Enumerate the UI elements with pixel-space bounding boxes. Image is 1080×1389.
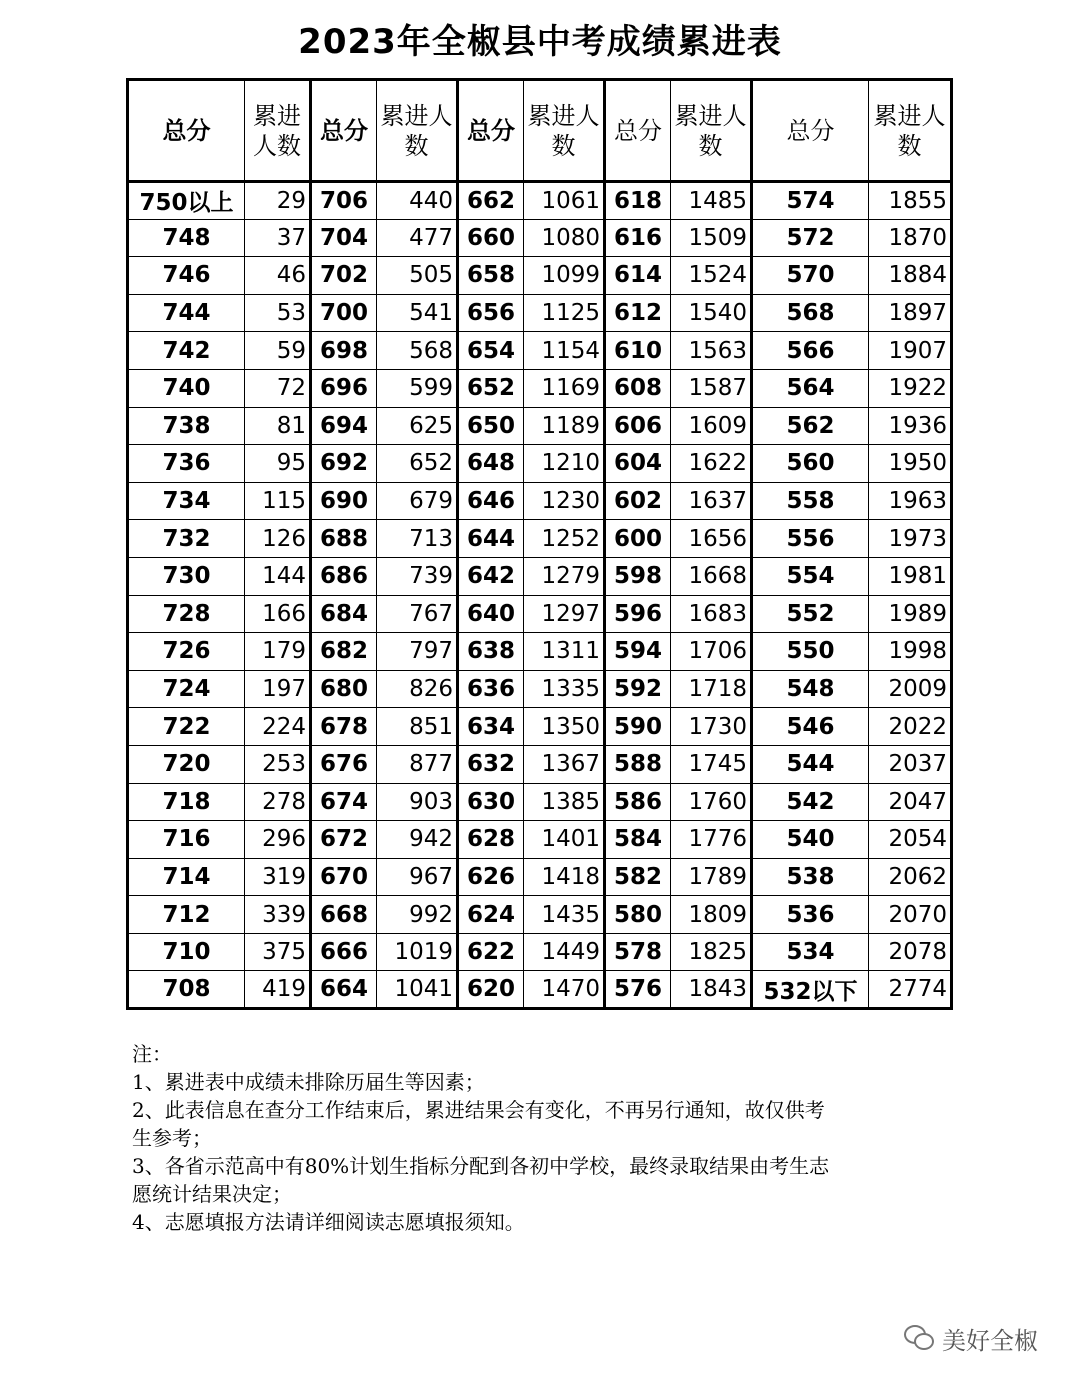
count-cell: 1884 [869, 257, 952, 295]
count-cell: 1524 [671, 257, 752, 295]
table-row [128, 896, 952, 934]
score-cell: 720 [128, 745, 245, 783]
count-cell: 1041 [377, 971, 458, 1009]
count-cell: 1435 [524, 896, 605, 934]
count-cell: 1587 [671, 369, 752, 407]
score-cell: 710 [128, 933, 245, 971]
score-cell: 602 [605, 482, 671, 520]
score-cell: 642 [458, 557, 524, 595]
count-cell: 505 [377, 257, 458, 295]
count-cell: 942 [377, 821, 458, 859]
table-row [128, 294, 952, 332]
count-cell: 1470 [524, 971, 605, 1009]
score-cell: 552 [752, 595, 869, 633]
score-cell: 584 [605, 821, 671, 859]
score-cell: 702 [311, 257, 377, 295]
header-count: 累进人数 [524, 80, 605, 182]
header-count: 累进人数 [869, 80, 952, 182]
score-cell: 622 [458, 933, 524, 971]
count-cell: 197 [245, 670, 311, 708]
score-cell: 716 [128, 821, 245, 859]
score-cell: 644 [458, 520, 524, 558]
table-row [128, 745, 952, 783]
score-cell: 612 [605, 294, 671, 332]
count-cell: 1125 [524, 294, 605, 332]
score-cell: 706 [311, 182, 377, 220]
score-cell: 614 [605, 257, 671, 295]
count-cell: 1998 [869, 633, 952, 671]
count-cell: 1963 [869, 482, 952, 520]
count-cell: 296 [245, 821, 311, 859]
header-count: 累进人数 [245, 80, 311, 182]
count-cell: 1189 [524, 407, 605, 445]
count-cell: 992 [377, 896, 458, 934]
count-cell: 599 [377, 369, 458, 407]
score-cell: 532以下 [752, 971, 869, 1009]
score-cell: 674 [311, 783, 377, 821]
count-cell: 1843 [671, 971, 752, 1009]
score-cell: 574 [752, 182, 869, 220]
score-cell: 560 [752, 445, 869, 483]
count-cell: 1019 [377, 933, 458, 971]
score-cell: 680 [311, 670, 377, 708]
count-cell: 541 [377, 294, 458, 332]
score-cell: 696 [311, 369, 377, 407]
count-cell: 1973 [869, 520, 952, 558]
count-cell: 419 [245, 971, 311, 1009]
score-cell: 596 [605, 595, 671, 633]
count-cell: 1230 [524, 482, 605, 520]
header-score: 总分 [458, 80, 524, 182]
count-cell: 2022 [869, 708, 952, 746]
score-cell: 728 [128, 595, 245, 633]
count-cell: 2070 [869, 896, 952, 934]
table-row [128, 407, 952, 445]
score-cell: 608 [605, 369, 671, 407]
count-cell: 1080 [524, 219, 605, 257]
count-cell: 319 [245, 858, 311, 896]
table-row [128, 445, 952, 483]
score-cell: 744 [128, 294, 245, 332]
score-cell: 668 [311, 896, 377, 934]
table-row [128, 595, 952, 633]
count-cell: 166 [245, 595, 311, 633]
count-cell: 1668 [671, 557, 752, 595]
table-row [128, 557, 952, 595]
count-cell: 224 [245, 708, 311, 746]
score-cell: 726 [128, 633, 245, 671]
score-cell: 540 [752, 821, 869, 859]
count-cell: 1210 [524, 445, 605, 483]
count-cell: 95 [245, 445, 311, 483]
table-header-row [128, 80, 952, 182]
score-cell: 708 [128, 971, 245, 1009]
page-title: 2023年全椒县中考成绩累进表 [298, 22, 782, 62]
score-cell: 550 [752, 633, 869, 671]
header-score: 总分 [752, 80, 869, 182]
score-cell: 684 [311, 595, 377, 633]
score-cell: 688 [311, 520, 377, 558]
score-cell: 730 [128, 557, 245, 595]
score-cell: 580 [605, 896, 671, 934]
score-cell: 694 [311, 407, 377, 445]
note-line: 1、累进表中成绩未排除历届生等因素； [132, 1070, 485, 1094]
count-cell: 1855 [869, 182, 952, 220]
score-cell: 718 [128, 783, 245, 821]
count-cell: 767 [377, 595, 458, 633]
count-cell: 1870 [869, 219, 952, 257]
count-cell: 679 [377, 482, 458, 520]
score-cell: 704 [311, 219, 377, 257]
score-cell: 610 [605, 332, 671, 370]
score-cell: 566 [752, 332, 869, 370]
count-cell: 1789 [671, 858, 752, 896]
count-cell: 1950 [869, 445, 952, 483]
count-cell: 115 [245, 482, 311, 520]
count-cell: 2009 [869, 670, 952, 708]
watermark [904, 1318, 1038, 1358]
count-cell: 278 [245, 783, 311, 821]
score-cell: 692 [311, 445, 377, 483]
score-cell: 554 [752, 557, 869, 595]
score-cell: 546 [752, 708, 869, 746]
count-cell: 1099 [524, 257, 605, 295]
score-cell: 722 [128, 708, 245, 746]
score-cell: 650 [458, 407, 524, 445]
count-cell: 1989 [869, 595, 952, 633]
score-cell: 600 [605, 520, 671, 558]
score-cell: 682 [311, 633, 377, 671]
table-row [128, 858, 952, 896]
count-cell: 37 [245, 219, 311, 257]
score-cell: 572 [752, 219, 869, 257]
count-cell: 1745 [671, 745, 752, 783]
score-cell: 590 [605, 708, 671, 746]
count-cell: 1154 [524, 332, 605, 370]
count-cell: 2054 [869, 821, 952, 859]
count-cell: 1485 [671, 182, 752, 220]
note-line: 4、志愿填报方法请详细阅读志愿填报须知。 [132, 1210, 525, 1234]
score-cell: 598 [605, 557, 671, 595]
score-cell: 558 [752, 482, 869, 520]
count-cell: 568 [377, 332, 458, 370]
count-cell: 126 [245, 520, 311, 558]
score-cell: 750以上 [128, 182, 245, 220]
count-cell: 1907 [869, 332, 952, 370]
count-cell: 46 [245, 257, 311, 295]
count-cell: 440 [377, 182, 458, 220]
count-cell: 1169 [524, 369, 605, 407]
count-cell: 797 [377, 633, 458, 671]
score-cell: 658 [458, 257, 524, 295]
table-row [128, 182, 952, 220]
score-cell: 534 [752, 933, 869, 971]
header-score: 总分 [311, 80, 377, 182]
score-cell: 638 [458, 633, 524, 671]
count-cell: 1563 [671, 332, 752, 370]
count-cell: 1637 [671, 482, 752, 520]
count-cell: 339 [245, 896, 311, 934]
count-cell: 1335 [524, 670, 605, 708]
count-cell: 1509 [671, 219, 752, 257]
score-cell: 700 [311, 294, 377, 332]
score-cell: 714 [128, 858, 245, 896]
score-cell: 670 [311, 858, 377, 896]
count-cell: 851 [377, 708, 458, 746]
notes [132, 1040, 962, 1236]
score-cell: 568 [752, 294, 869, 332]
table-row [128, 520, 952, 558]
score-cell: 564 [752, 369, 869, 407]
count-cell: 877 [377, 745, 458, 783]
score-cell: 620 [458, 971, 524, 1009]
count-cell: 53 [245, 294, 311, 332]
score-cell: 578 [605, 933, 671, 971]
count-cell: 2037 [869, 745, 952, 783]
count-cell: 81 [245, 407, 311, 445]
score-cell: 654 [458, 332, 524, 370]
count-cell: 1760 [671, 783, 752, 821]
count-cell: 1825 [671, 933, 752, 971]
count-cell: 1252 [524, 520, 605, 558]
count-cell: 826 [377, 670, 458, 708]
score-cell: 698 [311, 332, 377, 370]
count-cell: 1449 [524, 933, 605, 971]
score-cell: 636 [458, 670, 524, 708]
count-cell: 477 [377, 219, 458, 257]
score-cell: 542 [752, 783, 869, 821]
count-cell: 1609 [671, 407, 752, 445]
count-cell: 1297 [524, 595, 605, 633]
count-cell: 1622 [671, 445, 752, 483]
table-row [128, 369, 952, 407]
score-cell: 570 [752, 257, 869, 295]
table-row [128, 219, 952, 257]
score-cell: 738 [128, 407, 245, 445]
note-line: 注： [132, 1042, 172, 1066]
note-line: 生参考； [132, 1126, 212, 1150]
score-cell: 628 [458, 821, 524, 859]
score-cell: 736 [128, 445, 245, 483]
table-row [128, 633, 952, 671]
score-cell: 616 [605, 219, 671, 257]
count-cell: 1385 [524, 783, 605, 821]
score-cell: 746 [128, 257, 245, 295]
score-cell: 712 [128, 896, 245, 934]
header-count: 累进人数 [671, 80, 752, 182]
count-cell: 72 [245, 369, 311, 407]
count-cell: 1656 [671, 520, 752, 558]
count-cell: 179 [245, 633, 311, 671]
count-cell: 1706 [671, 633, 752, 671]
score-cell: 640 [458, 595, 524, 633]
table-row [128, 332, 952, 370]
score-cell: 686 [311, 557, 377, 595]
score-cell: 626 [458, 858, 524, 896]
count-cell: 1981 [869, 557, 952, 595]
count-cell: 1061 [524, 182, 605, 220]
score-cell: 676 [311, 745, 377, 783]
count-cell: 967 [377, 858, 458, 896]
score-cell: 660 [458, 219, 524, 257]
header-score: 总分 [128, 80, 245, 182]
score-cell: 548 [752, 670, 869, 708]
count-cell: 1418 [524, 858, 605, 896]
count-cell: 29 [245, 182, 311, 220]
score-cell: 748 [128, 219, 245, 257]
table-row [128, 783, 952, 821]
count-cell: 375 [245, 933, 311, 971]
wechat-icon [904, 1325, 934, 1351]
count-cell: 1776 [671, 821, 752, 859]
score-cell: 690 [311, 482, 377, 520]
count-cell: 1540 [671, 294, 752, 332]
score-cell: 632 [458, 745, 524, 783]
table-row [128, 482, 952, 520]
count-cell: 739 [377, 557, 458, 595]
count-cell: 1936 [869, 407, 952, 445]
score-cell: 604 [605, 445, 671, 483]
count-cell: 1683 [671, 595, 752, 633]
score-cell: 672 [311, 821, 377, 859]
count-cell: 903 [377, 783, 458, 821]
score-cell: 582 [605, 858, 671, 896]
score-cell: 556 [752, 520, 869, 558]
count-cell: 2078 [869, 933, 952, 971]
count-cell: 652 [377, 445, 458, 483]
count-cell: 1897 [869, 294, 952, 332]
header-count: 累进人数 [377, 80, 458, 182]
count-cell: 1279 [524, 557, 605, 595]
score-cell: 624 [458, 896, 524, 934]
score-cell: 634 [458, 708, 524, 746]
count-cell: 713 [377, 520, 458, 558]
count-cell: 1809 [671, 896, 752, 934]
score-cell: 646 [458, 482, 524, 520]
count-cell: 1367 [524, 745, 605, 783]
header-score: 总分 [605, 80, 671, 182]
score-cell: 678 [311, 708, 377, 746]
score-cell: 544 [752, 745, 869, 783]
count-cell: 1311 [524, 633, 605, 671]
note-line: 愿统计结果决定； [132, 1182, 292, 1206]
table-row [128, 821, 952, 859]
score-table [126, 78, 953, 1010]
count-cell: 625 [377, 407, 458, 445]
score-cell: 630 [458, 783, 524, 821]
count-cell: 144 [245, 557, 311, 595]
score-cell: 588 [605, 745, 671, 783]
count-cell: 2047 [869, 783, 952, 821]
score-cell: 652 [458, 369, 524, 407]
score-cell: 666 [311, 933, 377, 971]
note-line: 3、各省示范高中有80%计划生指标分配到各初中学校，最终录取结果由考生志 [132, 1154, 830, 1178]
score-cell: 732 [128, 520, 245, 558]
count-cell: 1718 [671, 670, 752, 708]
count-cell: 1350 [524, 708, 605, 746]
note-line: 2、此表信息在查分工作结束后，累进结果会有变化，不再另行通知，故仅供考 [132, 1098, 825, 1122]
score-cell: 536 [752, 896, 869, 934]
score-cell: 538 [752, 858, 869, 896]
table-row [128, 708, 952, 746]
score-cell: 594 [605, 633, 671, 671]
count-cell: 59 [245, 332, 311, 370]
count-cell: 1730 [671, 708, 752, 746]
score-cell: 664 [311, 971, 377, 1009]
count-cell: 1401 [524, 821, 605, 859]
count-cell: 2062 [869, 858, 952, 896]
score-cell: 742 [128, 332, 245, 370]
watermark-text: 美好全椒 [942, 1326, 1038, 1355]
score-cell: 740 [128, 369, 245, 407]
score-cell: 648 [458, 445, 524, 483]
count-cell: 1922 [869, 369, 952, 407]
score-cell: 576 [605, 971, 671, 1009]
score-cell: 662 [458, 182, 524, 220]
score-cell: 724 [128, 670, 245, 708]
score-cell: 734 [128, 482, 245, 520]
table-row [128, 257, 952, 295]
count-cell: 2774 [869, 971, 952, 1009]
table-row [128, 933, 952, 971]
score-cell: 592 [605, 670, 671, 708]
table-row [128, 971, 952, 1009]
score-cell: 618 [605, 182, 671, 220]
score-cell: 562 [752, 407, 869, 445]
score-cell: 656 [458, 294, 524, 332]
count-cell: 253 [245, 745, 311, 783]
table-row [128, 670, 952, 708]
score-cell: 606 [605, 407, 671, 445]
score-cell: 586 [605, 783, 671, 821]
